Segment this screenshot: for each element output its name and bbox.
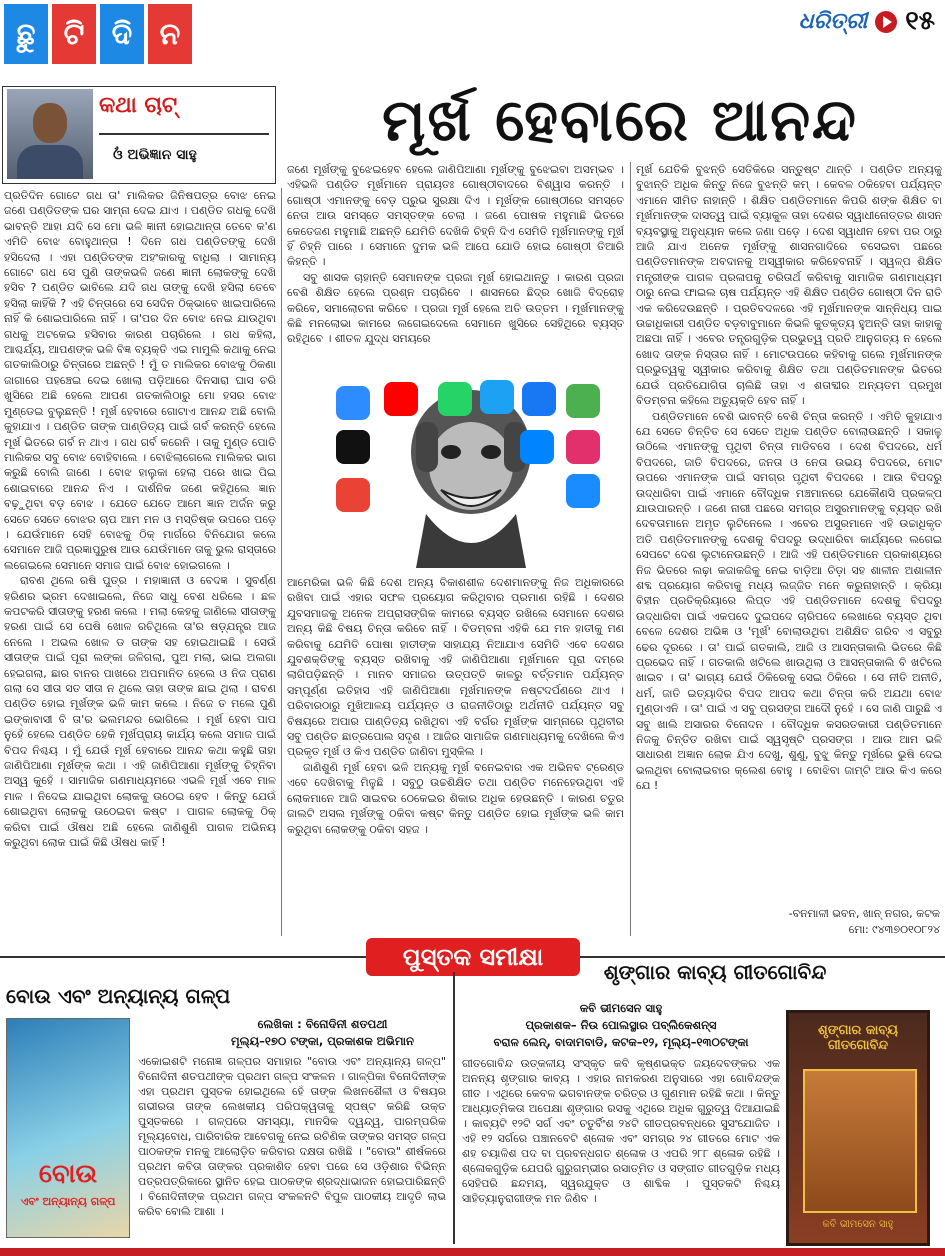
headline: ମୂର୍ଖ ହେବାରେ ଆନନ୍ଦ	[382, 86, 858, 154]
cover-title: ଶୃଙ୍ଗାର କାବ୍ୟ ଗୀତଗୋବିନ୍ଦ	[818, 1023, 898, 1053]
author-address	[650, 906, 940, 938]
book2-title: ଶୃଙ୍ଗାର କାବ୍ୟ ଗୀତଗୋବିନ୍ଦ	[603, 960, 827, 984]
author-name: ଓଁ ଅଭିଜ୍ଞାନ ସାହୁ	[113, 147, 197, 163]
messenger-icon	[520, 430, 554, 464]
book1-cover	[6, 1018, 130, 1238]
whatsapp-icon	[438, 382, 472, 416]
price-line: ମୂଲ୍ୟ–୧୭୦ ଟଙ୍କା, ପ୍ରକାଶକ ଅଭିମାନ	[231, 1034, 414, 1048]
author-line: କବି ଭୀମସେନ ସାହୁ	[579, 1001, 663, 1015]
book1-review: ଏକୋଇଶଟି ମନୋଜ୍ଞ ଗଳ୍ପର ସମାହାର "ବୋଉ ଏବଂ ଅନ୍ୟାନ୍ୟ ଗଳ୍ପ" ବିନୋଦିନୀ ଶତପଥୀଙ୍କ ପ୍ରଥମ ଗଳ୍ପ ସଂକଳନ । ଗାଳ୍ପିକା ବିନୋଦିନୀଙ୍କ ଏହା ପ୍ରଥମ ପୁସ୍ତକ ହୋଇଥିଲେ ହେଁ ତାଙ୍କ ଲିଖନଶୈଳୀ ଓ ବିଷୟର ଗଭୀରତା ତାଙ୍କ ଲେଖକୀୟ ପରିପକ୍ୱତାକୁ ସ୍ପଷ୍ଟ କରିଛି ଉକ୍ତ ପୁସ୍ତକରେ । ଗଳ୍ପରେ ସମସ୍ୟା, ମାନସିକ ଦ୍ୱନ୍ଦ୍ୱ, ପାରମ୍ପରିକ ମୂଲ୍ୟବୋଧ, ପାରିବାରିକ ଆବେଗକୁ ନେଇ ରଚିଣିକ ତାଙ୍କର ସମସ୍ତ ଗଳ୍ପ ପାଠକଙ୍କ ମନକୁ ଆଲୋଡ଼ିତ କରିବାର ଦକ୍ଷତା ରଖିଛି । "ବୋଉ" ଶୀର୍ଷକରେ ପ୍ରଥମ କବିତା ତାଙ୍କର ପ୍ରକାଶିତ ହେବା ପରେ ସେ ଓଡ଼ିଶାର ବିଭିନ୍ନ ପତ୍ରପତ୍ରିକାରେ ସ୍ଥାନିତ ହେଇ ପାଠକଙ୍କ ଶ୍ରଦ୍ଧାଭାଜନ ହୋଇପାରିଛନ୍ତି । ବିନୋଦିନୀଙ୍କ ପ୍ରଥମ ଗଳ୍ପ ସଂକଳନଟି ବିପୁଳ ପାଠକୀୟ ଆଦୃତି ଲାଭ କରିବ ବୋଲି ଆଶା ।	[138, 1055, 446, 1218]
section-letter: ଛୁ	[4, 4, 48, 64]
cover-title: ବୋଉ	[38, 1159, 98, 1189]
brand-logo: ଧରିତ୍ରୀ	[798, 9, 868, 34]
author-line: ଲେଖିକା : ବିନୋଦିନୀ ଶତପଥୀ	[257, 1017, 388, 1031]
brand-block	[798, 6, 935, 37]
chrome-icon	[566, 384, 600, 418]
cover-author: କବି ଭୀମସେନ ସାହୁ	[822, 1219, 894, 1230]
divider	[630, 162, 631, 936]
gmail-icon	[336, 478, 370, 512]
footer-strip	[0, 1248, 945, 1256]
cover-art	[803, 1069, 917, 1213]
author-box	[2, 86, 276, 184]
publisher-line: ପ୍ରକାଶକ– ନିଉ ପୋଲସ୍ଥାର ପବ୍ଲିକେଶନ୍ସ	[525, 1018, 717, 1032]
book2-cover	[786, 1010, 930, 1246]
divider	[281, 188, 282, 936]
book2-review: ଗୀତଗୋବିନ୍ଦ ଉତ୍କଳୀୟ ସଂସ୍କୃତ କବି କୃଷ୍ଣଭକ୍ତ ଜୟଦେବଙ୍କର ଏକ ଅନନ୍ୟ ଶୃଙ୍ଗାର କାବ୍ୟ । ଏହାର ନାମକରଣ ଅନୁସାରେ ଏହା ଗୋବିନ୍ଦଙ୍କ ଗୀତ । ଏଥିରେ କେବଳ ଭଗବାନଙ୍କ ଚରିତ୍ର ଓ ଗୁଣମାନ ରହିଛି କଥା । କିନ୍ତୁ ଆଧ୍ୟାତ୍ମିକତା ଅପେକ୍ଷା ଶୃଙ୍ଗାର ରସକୁ ଏଥିରେ ଅଧିକ ଗୁରୁତ୍ୱ ଦିଆଯାଇଛି । କାବ୍ୟଟି ୧୨ଟି ସର୍ଗ ଏବଂ ଚତୁର୍ବିଂଶ ୨୪ଟି ଗୀତପ୍ରବନ୍ଧରେ ସୁସଂଯୋଜିତ । ଏହି ୧୨ ସର୍ଗରେ ପଞ୍ଚାନବେଟି ଶ୍ଳୋକ ଏବଂ ସମଗ୍ର ୨୪ ଗୀତରେ ମୋଟ ଏକ ଶହ ଚୟାଳିଶ ପଦ ବା ପ୍ରବନ୍ଧଗତ ଶ୍ଳୋକ ଓ ଏପରି ୨୮୮ ଶ୍ଳୋକ ରହିଛି । ଶ୍ଳୋକଗୁଡ଼ିକ ଯେପରି ଗୁରୁଗମ୍ଭୀର ରସାତ୍ମିତ ଓ ସଙ୍ଗୀତ ଗୀତଗୁଡ଼ିକ ମଧ୍ୟ ସେହିପରି ଛନ୍ଦମୟ, ସ୍ୱରଯୁକ୍ତ ଓ ଶାବ୍ଦିକ । ପୁସ୍ତକଟି ନିଶ୍ଚୟ ସାହିତ୍ୟାନୁରାଗୀଙ୍କ ମନ ଜିଣିବ ।	[462, 1057, 780, 1205]
article-column-2	[287, 162, 624, 374]
book1-meta	[200, 1016, 445, 1050]
section-title	[4, 4, 192, 64]
appstore-icon	[566, 474, 600, 508]
paragraph: ମୂର୍ଖ ଯେତିକି ବୁଝନ୍ତି ସେତିକିରେ ସନ୍ତୁଷ୍ଟ ଥାନ୍ତି । ପଣ୍ଡିତ ଅନ୍ୟକୁ ବୁଝାନ୍ତି ଅଧିକ କିନ୍ତୁ ନିଜେ ବୁଝନ୍ତି କମ୍ । କେବଳ ଠକିହେବା ପର୍ଯ୍ୟନ୍ତ ଏମାନେ ସୀମିତ ନାହାନ୍ତି । ଶିକ୍ଷିତ ପଣ୍ଡିତମାନେ କିପରି ଶଙ୍କ ଶିକ୍ଷିତ ବା ମୂର୍ଖମାନଙ୍କ ଦାସତ୍ୱ ପାଇଁ ବ୍ୟାକୁଳ ତାହା ଦେଶର ସ୍ୱାଧୀନୋତ୍ତର ଶାସନ ବ୍ୟବସ୍ଥାକୁ ଅନୁଧ୍ୟାନ କଲେ ଜଣା ପଡ଼େ । ଦେଶ ସ୍ୱାଧୀନ ହେବା ପର ଠାରୁ ଆଜି ଯାଏ ଅନେକ ମୂର୍ଖଙ୍କୁ ଶାସନଗାଦିରେ ବସେଇବା ପଛରେ ପଣ୍ଡିତମାନଙ୍କ ଅବଦାନକୁ ଅସ୍ୱୀକାର କରିହେବନାହିଁ । ସ୍ୱଳ୍ପ ଶିକ୍ଷିତ ମନ୍ତ୍ରୀଙ୍କ ପାଗଳ ପ୍ରଳାପକୁ ଚରିତାର୍ଥ କରିବାକୁ ସାମାଜିକ ଗଣମାଧ୍ୟମ ଠାରୁ ନେଇ ଫାଇଲ ଚାଷ ପର୍ଯ୍ୟନ୍ତ ଏହି ଶିକ୍ଷିତ ପଣ୍ଡିତ ଗୋଷ୍ଠୀ ଦିନ ରାତି ଏକ କରିଦେଉଛନ୍ତି । ପ୍ରତିବଦଳରେ ଏହି ମୂର୍ଖମାନଙ୍କ ସାନ୍ନିଧ୍ୟ ପାଇ ଉଚ୍ଚାଧିକାରୀ ପଣ୍ଡିତ ବଡ଼ବାବୁମାନେ କିଭଳି କୁତକୃତ୍ୟ ହୁଅନ୍ତି ତାହା କାହାକୁ ଅଛପା ନାହିଁ । ଏବେର ତନ୍ତ୍ରଗୁଡ଼ିକ ପ୍ରଭୁତ୍ୱ ପ୍ରତି ଆନୁଗତ୍ୟ ନ ହେଲେ ଖୋଦ ତାଙ୍କ ନିସ୍ତାର ନାହିଁ । ମୋଟଉପରେ କହିବାକୁ ଗଲେ ମୂର୍ଖମାନଙ୍କ ପ୍ରଭୁତ୍ୱକୁ ସ୍ୱୀକାର କରିବାକୁ ଶିକ୍ଷିତ ତଥା ପଣ୍ଡିତମାନଙ୍କ ଭିତରେ ଯେଉଁ ପ୍ରତିଯୋଗିତା ଚାଲିଛି ତାହା ଏ ଶତାବ୍ଦୀର ଅନ୍ୟତମ ପ୍ରମୁଖ ବିଡମ୍ବନା କହିଲେ ଅତ୍ୟୁକ୍ତି ହେବ ନାହିଁ ।	[636, 163, 942, 408]
illustration	[334, 378, 604, 568]
youtube-icon	[384, 382, 418, 416]
divider	[453, 972, 455, 1244]
page-number: ୧୫	[905, 6, 935, 36]
paragraph: ଜଣେ ମୂର୍ଖଙ୍କୁ ବୁଝେଇହେବ ହେଲେ ଜାଣିପିଆଣା ମୂର୍ଖଙ୍କୁ ବୁଝେଇବା ଅସମ୍ଭବ । ଏହିଭଳି ପଣ୍ଡିତ ମୂର୍ଖମାନେ ପ୍ରାୟତଃ ଗୋଷ୍ଠୀବାଦରେ ବିଶ୍ୱାସ କରନ୍ତି । ଗୋଷ୍ଠୀ ଏମାନଙ୍କୁ ବେଡ଼ ପ୍ରୁଭ ସୁରକ୍ଷା ଦିଏ । ମୂର୍ଖଙ୍କ ଗୋଷ୍ଠୀରେ ସମସ୍ତେ ନେତା ଆଉ ସମସ୍ତେ ସମସ୍ତଙ୍କ ଚେଲା । ଜଣେ ପୋଷକ ମହୁମାଛି ଭିତରେ କେତେଜଣ ମହୁମାଛି ଅଛନ୍ତି ଯେମିତି ଦେଖିକି ଚିହ୍ନି ଦିଏ ସେମିତି ମୂର୍ଖମାନଙ୍କୁ ମୂର୍ଖ ହିଁ ଚିହ୍ନି ପାରେ । ସେମାନେ ଦୁମକ ଭଳି ଆପେ ଯୋଡି ହୋଇ ଗୋଷ୍ଠୀ ତିଆରି କିହନ୍ତି ।	[287, 163, 624, 269]
section-letter: ନ	[148, 4, 192, 64]
book1-title: ବୋଉ ଏବଂ ଅନ୍ୟାନ୍ୟ ଗଳ୍ପ	[6, 984, 231, 1008]
paragraph: ସବୁ ଶାସକ ଚାହାନ୍ତି ସେମାନଙ୍କ ପ୍ରଜା ମୂର୍ଖ ହୋଇଥାନ୍ତୁ । କାରଣ ପ୍ରଜା ବେଶି ଶିକ୍ଷିତ ହେଲେ ପ୍ରଶ୍ନ ପଚାରିବେ । ଶାସନରେ ଛିଦ୍ର ଖୋଜି ବିଦ୍ରୋହ କରିବେ, ସମାଲୋଚନା କରିବେ । ପ୍ରଜା ମୂର୍ଖ ହେଲେ ଅତି ଉତ୍ତମ । ମୂର୍ଖମାନଙ୍କୁ କିଛି ମନଲୋଭା କାମରେ ଲଗେଇଦେଲେ ସେମାନେ ଖୁସିରେ ସେହିଥିରେ ବ୍ୟସ୍ତ ରହିଥିବେ । ଶୀତଳ ଯୁଦ୍ଧ ସମୟରେ	[287, 270, 624, 346]
cover-subtitle: ଏବଂ ଅନ୍ୟାନ୍ୟ ଗଳ୍ପ	[20, 1195, 116, 1208]
paragraph: ଆମେରିକା ଭଳି କିଛି ଦେଶ ଅନ୍ୟ ବିକାଶଶୀଳ ଦେଶମାନଙ୍କୁ ନିଜ ଅଧିକାରରେ ରଖିବା ପାଇଁ ଏହାର ସଫଳ ପ୍ରୟୋଗ କରିଥିବାର ପ୍ରମାଣ ରହିଛି । ଦେଶର ଯୁବସମାଜକୁ ଅନେକ ଅପ୍ରାସଙ୍ଗିକ କାମରେ ବ୍ୟସ୍ତ ରଖିଲେ ସେମାନେ ଦେଶର ଅନ୍ୟ କିଛି ବିଷୟ ଚିନ୍ତା କରିବେ ନାହିଁ । ବିଡମ୍ବନା ଏହିକି ଯେ ମନ ହାତୀକୁ ମଣ କରିବାକୁ ଯେମିତି ପୋଷା ହାତୀଙ୍କ ସାହାଯ୍ୟ ନିଆଯାଏ ସେମିତି ଏବେ ଦେଶର ଯୁବଶକ୍ତିଙ୍କୁ ବ୍ୟସ୍ତ ରଖିବାକୁ ଏହି ଜାଣିପିଆଣା ମୂର୍ଖମାନେ ପୂରା ଦମ୍‌ରେ ଲାଗିପଡ଼ିଛନ୍ତି । ମାନବ ସମାଜର ଉତ୍ପତ୍ତି କାଳରୁ ବର୍ତ୍ତମାନ ପର୍ଯ୍ୟନ୍ତ ସମ୍ପୂର୍ଣ୍ଣ ଇତିହାସ ଏହି ଜାଣିପିଆଣା ମୂର୍ଖମାନଙ୍କ ନଷ୍ଟଦର୍ପଣରେ ଥାଏ । ପରିବାରଠାରୁ ମୁଖିଆଳୟ ପର୍ଯ୍ୟନ୍ତ ଓ ରାଜନୀତିଠାରୁ ଅର୍ଥନୀତି ପର୍ଯ୍ୟନ୍ତ ସବୁ ବିଷୟରେ ଅପାର ପାଣ୍ଡିତ୍ୟ ରଖିଥିବା ଏହି ବର୍ଗର ମୂର୍ଖଙ୍କ ସାମ୍ନାରେ ପୃଥିବୀର ସବୁ ପଣ୍ଡିତ ଛାତ୍ରପୋଲ ସଦୃଶ । ଆଜିର ସାମାଜିକ ଗଣମାଧ୍ୟମକୁ ଦେଖିଲେ କିଏ ପ୍ରକୃତ ମୂର୍ଖ ଓ କିଏ ପଣ୍ଡିତ ଜାଣିବା ମୁସ୍କିଲ ।	[287, 576, 624, 759]
author-photo	[7, 89, 93, 179]
address-line: -ବନମାଳୀ ଭବନ, ଖାନ୍ ନଗର, କଟକ	[788, 907, 940, 920]
column-label: କଥା ଚାଟ୍	[99, 93, 178, 118]
section-badge: ପୁସ୍ତକ ସମୀକ୍ଷା	[366, 938, 580, 976]
zoom-icon	[336, 386, 370, 420]
facebook-icon	[522, 382, 556, 416]
article-column-1	[4, 188, 276, 936]
book2-meta	[462, 1000, 780, 1051]
paragraph: ଜାଣିଶୁଣି ମୂର୍ଖ ହେବା ଭଳି ଅନ୍ୟକୁ ମୂର୍ଖ ବନେଇବାର ଏକ ଅଭିନବ ଟ୍ରେଣ୍ଡ ଏବେ ଦେଖିବାକୁ ମିଳୁଛି । ସବୁଠୁ ଉଚ୍ଚଶିକ୍ଷିତ ତଥା ପଣ୍ଡିତ ମନେହେଉଥିବା ଏହି ଲୋକମାନେ ଆଜି ସାଇବର ଠେକେଇର ଶିକାର ଅଧିକ ହେଉଛନ୍ତି । କାରଣ ଚତୁର ଜାଲଟି ଅସଲ ମୂର୍ଖଙ୍କୁ ଠକିବା କଷ୍ଟ କିନ୍ତୁ ପଣ୍ଡିତ ହୋଇ ମୂର୍ଖଙ୍କ ଭଳି କାମ କରୁଥିବା ଲୋକଙ୍କୁ ଠକିବା ସହଜ ।	[287, 760, 624, 836]
section-letter: ଦି	[100, 4, 144, 64]
phone-line: ମୋ: ୯୪୩୭୦୧୦୮୨୪	[848, 923, 940, 936]
instagram-icon	[566, 430, 600, 464]
paragraph: ରାବଣ ଥିଲେ ରଷି ପୁତ୍ର । ମହାଜ୍ଞାନୀ ଓ ବେଦଜ୍ଞ । ସୁବର୍ଣ୍ଣ ହରିଣର ଭ୍ରମ ଦେଖାଇଲେ, ନିଜେ ସାଧୁ ବେଶ ଧରିଲେ । ଛଳ କପଟକରି ସୀତାଙ୍କୁ ହରଣ କଲେ । ମଲା କେହକୁ ଜାଣିଲେ ସୀତାଙ୍କୁ ହରଣ ପାଇଁ ସେ ପେଷି ଖୋଳ ରଚିଥିଲେ ତା'ର ଷଡ଼୍ଯନ୍ତ୍ର ଆଜ ନେଲେ । ଅଭଲ ଖୋଳ ଡ ତାଙ୍କ ସହ ହୋଇଥାଇଛି । ସେଉଁ ସୀତାଙ୍କ ପାଇଁ ପୂରା ଲଙ୍କା ଜଳିଗଲା, ପୁଅ ମଲା, ଭାଇ ଅଲଗା ହେଇଗଲା, ଛାର ବାନର ପାଖରେ ଅପମାନିତ ହେଲେ ଓ ନିଜ ପ୍ରାଣ ଗଲା ସେ ସୀତା ସତ ସୀତା ନ ଥିଲେ ତାହା ତାଙ୍କ ଛାଇ ଥିଲା । ରାବଣ ପଣ୍ଡିତ ହୋଇ ମୂର୍ଖଙ୍କ ଭଳି କାମ କଲେ । ନିଜେ ତ ମଲେ ପୁଣି ଇଙ୍କାବାସୀ ବି ତା'ର ଭଲମନ୍ଦର ଭୋଗିଲେ । ମୂର୍ଖ ହେବା ପାପ ନୁହେଁ ହେଲେ ପଣ୍ଡିତ ହେକି ମୂର୍ଖପ୍ରାୟ କାର୍ଯ୍ୟ କଲେ ସମାଜ ପାଇଁ ବିପଦ ନିଶ୍ଚୟ । ମୁଁ ଯେଉଁ ମୂର୍ଖ ହେବାରେ ଆନନ୍ଦ କଥା କହୁଛି ତାହା ଜାଣିପିଆଣା ମୂର୍ଖଙ୍କ କଥା । ଏହି ଜାଣିପିଆଣା ମୂର୍ଖଙ୍କୁ ଚିହ୍ନିବା ଅସ୍ୱ କୁହେଁ । ସାମାଜିକ ଗଣମାଧ୍ୟମରେ ଏଭଳି ମୂର୍ଖ ଏବେ ମାଳ ମାଳ । ନିଦେଇ ଯାଇଥିବା ଲୋକକୁ ଉଠେଇ ହେବ । କିନ୍ତୁ ଯେଉଁ ଶୋଇଥିବା ଲୋକକୁ ଉଠେଇବା କଷ୍ଟ । ପାଗଳ ଲୋକକୁ ଠିକ୍ କରିବା ପାଇଁ ଔଷଧ ଅଛି ହେଲେ ଜାଣିଶୁଣି ପାଗଳ ଅଭିନୟ କରୁଥିବା ଲୋକ ପାଇଁ କିଛି ଔଷଧ କାହିଁ !	[4, 574, 276, 850]
article-column-3	[636, 162, 942, 902]
address-line: ବରାଳ ଲେନ୍, ବାଦାମବାଡି, କଟକ–୧୨, ମୂଲ୍ୟ–୧୩୦ଟଙ୍କା	[493, 1035, 749, 1049]
masthead	[0, 0, 945, 72]
paragraph: ପଣ୍ଡିତମାନେ ବେଶି ଭାବନ୍ତି ବେଶି ଚିନ୍ତା କରନ୍ତି । ଏମିତି କୁହାଯାଏ ଯେ ସେତେ ଚିନ୍ତିତ ସେ ସେତେ ଅଧିକ ପଣ୍ଡିତ ବୋଲାଉଛନ୍ତି । ସକାଳୁ ଉଠିଲେ ଏମାନଙ୍କୁ ପୃଥିବୀ ଚିନ୍ତା ମାଡିବସେ । ଦେଶ ବିପଦରେ, ଧର୍ମ ବିପଦରେ, ଜାତି ବିପଦରେ, ଜନତା ଓ ନେତା ଉଭୟ ବିପଦରେ, ମୋଟ ଉପରେ ଏମାନଙ୍କ ପାଇଁ ସମଗ୍ର ପୃଥିବୀ ବିପଦରେ । ଆଉ ବିପଦରୁ ଉଦ୍ଧାରିବା ପାଇଁ ଏମାନେ ବୌଦ୍ଧିକ ମଞ୍ଚମାନରେ ଯେକୌଣସି ପ୍ରକଳ୍ପ ଯାଉପାରନ୍ତି । ଜଣେ ନାରୀ ପଛରେ ସମଗ୍ର ଅସୁରମାନଙ୍କୁ ବ୍ୟସ୍ତ ରଖି ଦେବତାମାନେ ଅମୃତ ଲୁଟିନେଲେ । ଏବେର ଅସୁରମାନେ ଏହି ଉଚ୍ଚାଧିକୃତ ଅତି ପଣ୍ଡିତମାନଙ୍କୁ ଦେଶକୁ ବିପଦରୁ ଉଦ୍ଧାରିବା କାର୍ଯ୍ୟରେ ଲଗେଇ ସେପଟେ ଦେଶ ଲୁଟାନେଉଛନ୍ତି । ଆଜି ଏହି ପଣ୍ଡିତମାନେ ପ୍ରକାଶ୍ୟରେ ନିଜ ଭିତରେ ଲଢ଼ା କଜାକଜିକୁ ନେଇ ବାଡ଼ିଆ ଚିଡ଼ା ସହ ଶାଳୀନ ଅଶାଳୀନ ଶବ୍ଦ ପ୍ରୟୋଗ କରିବାକୁ ମଧ୍ୟ ଲଜ୍ଜିତ ମନେ କରୁନାହାନ୍ତି । କ୍ରିୟା ବିହୀନ ପ୍ରତିକ୍ରିୟାରେ ଲିପ୍ତ ଏହି ପଣ୍ଡିତମାନେ ଦେଶକୁ ବିପଦରୁ ଉଦ୍ଧାରିବା ପାଇଁ ଏକପଦେ ଦୁଇପଦେ ଚାରିପଦେ ଲେଖାରେ ବ୍ୟସ୍ତ ଥିବା ବେଳେ ଦେଶର ଅଭିଜ୍ଞ ଓ 'ମୂର୍ଖ' ବୋଲାଉଥିବା ଅଶିକ୍ଷିତ ଗରିବ ଏ ସବୁରୁ ଢେର ଦୂରରେ । ତା' ପାଇଁ ଗତକାଲି, ଆଜି ଓ ଆସନ୍ତାକାଲି ଭିତରେ କିଛି ପ୍ରଭେଦ ନାହିଁ । ଗତକାଲି ଖଟିଲେ ଖାଉଥିଲା ଓ ଆସନ୍ତାକାଲି ବି ଖଟିଲେ ଖାଇବ । ତା' ଭାଗ୍ୟ ଯେଉଁ ଠିକିରେକୁ ସେଇ ଠିକିରେ । ସେ ନୀତି ଅନୀତି, ଧର୍ମ, ଜାତି ଇତ୍ୟାଦିର ବିପଦ ଆପଦ କଥା ଚିନ୍ତା କରି ଅଯଥା ବୋଝ ମୁଣ୍ଡାଏନି । ତା' ପାଇଁ ଏ ସବୁ ପ୍ରସଙ୍ଗ ଆଦୌ ନୁହେଁ । ସେ ଜାଣି ପାରୁଛି ଏ ସବୁ ଖାଲି ଅସାରର ବିନୋଦନ । ବୌଦ୍ଧିକ କସରତକାରୀ ପଣ୍ଡିତମାନେ ନିଜକୁ ଚିନ୍ତିତ ରଖିବା ପାଇଁ ସ୍ୱସୃଷ୍ଟି ପ୍ରସଙ୍ଗ । ଆଉ ଆମ ଭଳି ସାଧାରଣ ଅଜ୍ଞାନ ଲୋକ ଯିଏ ଦେଖୁ, ଶୁଣୁ, ବୁଝୁ କିନ୍ତୁ ମୂର୍ଖରେ ଭୁଷି ଦେଇ ଭଲଥିବା ବୋଲାଇବାର କ୍ଲେଶ ବୋହୁ । ବୋଝିବା ଜାମ୍‌ଟି ଆଉ କିଏ କରେ ଯେ !	[636, 409, 942, 793]
play-icon	[875, 11, 897, 33]
twitter-icon	[480, 380, 514, 414]
tiktok-icon	[336, 430, 370, 464]
paragraph: ପ୍ରତିଦିନ ଗୋଟେ ଗଧ ତା' ମାଲିକର ଜିନିଷପତ୍ର ବୋଝ ନେଇ ଜଣେ ପଣ୍ଡିତଙ୍କ ଘର ସାମ୍ନା ଦେଇ ଯାଏ । ପଣ୍ଡିତ ଗଧକୁ ଦେଖି ଭାବନ୍ତି ଆହା ଯଦି ସେ ମୋ ଭଳି ଜ୍ଞାନୀ ହୋଇଥାନ୍ତା ତେବେ କ'ଣ ଏମିତି ବୋଝ ବୋହୁଥାନ୍ତା ! ଦିନେ ଗଧ ପଣ୍ଡିତଙ୍କୁ ଦେଖି ହସିଦେଲା । ଏହା ପଣ୍ଡିତଙ୍କ ଅହଂକାରକୁ ବାଧିଲା । ସାମାନ୍ୟ ଗୋଟେ ଗଧ ସେ ପୁଣି ତାଙ୍କଭଳି ଜଣେ ଜ୍ଞାନୀ ଲୋକଙ୍କୁ ଦେଖି ହସିବ ? ପଣ୍ଡିତ ଭାବିଲେ ଯଦି ଗଧ ତାଙ୍କୁ ଦେଖି ହସିଲା ତେବେ ହସିଲା କାହିଁକି ? ଏହି ଚିନ୍ତାରେ ସେ ସେଦିନ ଠିକ୍‌ଭାବେ ଖାଇପାରିଲେ ନାହିଁ କି ଶୋଇପାରିଲେ ନାହିଁ । ତା'ପର ଦିନ ବୋଝ ନେଇ ଯାଉଥିବା ଗଧକୁ ଅଟକେଇ ହସିବାର କାରଣ ପଚାରିଲେ । ଗଧ କହିଲା, ଆଶ୍ଚର୍ଯ୍ୟ, ଆପଣଙ୍କ ଭଳି ବିଜ୍ଞ ବ୍ୟକ୍ତି ଏଇ ମାମୁଲି କଥାକୁ ନେଇ ଗତକାଲିଠାରୁ ଚିନ୍ତାରେ ଅଛନ୍ତି ! ମୁଁ ତ ମାଲିକର ବୋଝକୁ ଠିକଣା ଜାଗାରେ ପହଞ୍ଚେଇ ଦେଇ ଖୋଲା ପଡ଼ିଆରେ ଦିନସାରା ଘାସ ଚରି ଖୁସିରେ ଅଛି ହେଲେ ଆପଣ ଗତକାଲିଠାରୁ ମୋ ହସର ବୋଝ ମୁଣ୍ଡେଇ ବୁଲୁଛନ୍ତି ! ମୂର୍ଖ ହେବାରେ ଗୋଟାଏ ଆନନ୍ଦ ଅଛି ବୋଲି କୁହାଯାଏ । ପଣ୍ଡିତ ତାଙ୍କ ପାଣ୍ଡିତ୍ୟ ପାଇଁ ଗର୍ବ କରନ୍ତି ହେଲେ ମୂର୍ଖ ଭିତରେ ଗର୍ବ ନ ଥାଏ । ଗଧ ଗର୍ବ କରେନି । ତାକୁ ମୁଣ୍ଡ ପୋତି ମାଲିକର ସବୁ ବୋଝ ବୋହିବାଲେ । ବୋଝିଲାଗେଲେ ମାଲିକର ଭାଗ କରୁଛି ବୋଲି ଜାଣେ । ବୋଝ ହାଲୁକା ହେଲା ପରେ ଖାଇ ପିଇ ଶୋଇବାରେ ଆନନ୍ଦ ନିଏ । ଦାର୍ଶନିକ ଜଣେ କହିଥିଲେ ଜ୍ଞାନ ବଢ଼ୁଥିବା ବଡ଼ ବୋଝ । ଯେତେ ଯେତେ ଆମେ ଜ୍ଞାନ ଅର୍ଜନ କରୁ ସେତେ ସେତେ ବୋଝର ଚାପ ଆମ ମନ ଓ ମସ୍ତିଷ୍କ ଉପରେ ପଡ଼େ । ଯେଉଁମାନେ ସେହି ବୋଝକୁ ଠିକ୍ ମାର୍ଗରେ ବିନିଯୋଗ କଲେ ସେମାନେ ଆଜି ପ୍ରଜ୍ଞାପୁରୁଷ ଆଉ ଯେଉଁମାନେ ତାକୁ ଭୁଲ ରାସ୍ତାରେ ଲଗେଇଲେ ସେମାନେ ସମାଜ ପାଇଁ ବୋଝ ହୋଇଗଲେ ।	[4, 189, 276, 572]
article-column-2-continued	[287, 575, 624, 937]
divider	[99, 133, 269, 135]
section-letter: ଟି	[52, 4, 96, 64]
